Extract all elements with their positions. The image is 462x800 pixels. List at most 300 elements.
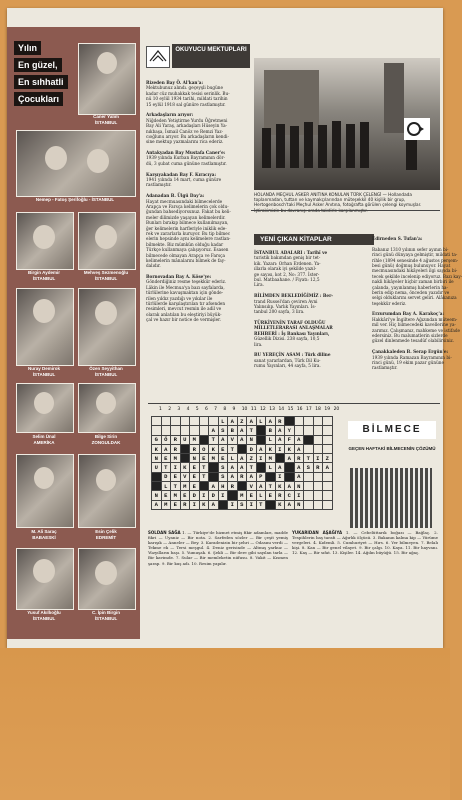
text-line: meler dilimizde yaşayan kelimelerdir. [146, 214, 226, 220]
crossword-cell[interactable]: A [161, 444, 171, 453]
crossword-cell[interactable] [218, 500, 228, 509]
crossword-cell[interactable]: G [152, 435, 162, 444]
crossword-cell[interactable]: A [228, 472, 238, 481]
crossword-cell[interactable]: R [171, 444, 181, 453]
crossword-cell[interactable]: L [266, 463, 276, 472]
text-line: Babanız 1310 yılının sefer ayının bi- [372, 246, 449, 252]
text-line: Lâkin ile Mecmua'ya bazı sayfalarda, [146, 284, 225, 290]
crossword-cell[interactable]: H [218, 482, 228, 491]
text-line: Rizeden Bay Ö. Al'kan'a: [146, 80, 203, 85]
crossword-cell[interactable]: M [171, 491, 181, 500]
crossword-cell[interactable]: A [247, 417, 257, 426]
crossword-cell[interactable] [266, 500, 276, 509]
crossword-cell[interactable]: N [152, 454, 162, 463]
crossword-cell[interactable]: A [152, 500, 162, 509]
crossword-cell[interactable]: T [209, 435, 219, 444]
text-line: dalıdır. [146, 263, 161, 269]
text-line: kik. Yazarı: Orhan Erdenen. Ya- [254, 260, 321, 266]
crossword-row [152, 463, 333, 472]
crossword-cell[interactable] [323, 435, 333, 444]
text-line: bilmekte. Biz mümkün olduğu kadar [146, 241, 224, 247]
crossword-cell[interactable]: U [152, 463, 162, 472]
crossword-cell[interactable] [228, 491, 238, 500]
crossword-cell[interactable]: E [247, 491, 257, 500]
crossword-cell[interactable]: K [285, 444, 295, 453]
crossword-cell[interactable]: A [237, 426, 247, 435]
photo-caption: Nuray Demirok İSTANBUL [27, 366, 60, 377]
crossword-cell[interactable] [304, 426, 314, 435]
crossword-number: 10 [241, 407, 248, 412]
text-line: rek ve zararlarla kuruyor. Bu tip bilmec [146, 230, 231, 236]
text-line: bul. Matbaahane. / Fiyatı: 12,5 [254, 276, 320, 282]
text-line: Antakyadan Bay Mustafa Caner'e: [146, 150, 226, 156]
letters-title: OKUYUCU MEKTUPLARI [172, 44, 250, 68]
across-clues-text: 1. — Türkiye'de hizmet etmiş fikir adamları, madde fikri — Uyaniz — Bir nota. 2. Sarfeden sözler — Bir çeşit yemiş karışık — Anneler — Bey. 3. Karadenizin bir şehri — Odasını verdi — Tekme ek — Tersi meşgul. 4. Deniz gerisinde — Altmış yarkuz — Yüzyılların başı. 5. Yumuşak. 6. Şekli — Bir dere gibi sayılan tarla — Bir kavimde. 7. Sular — Bir memleketin nüfusu. 8. Vakit — Kısmen şarap. 9. Bir kuş adı. 10. Resim yapılır. [148, 530, 288, 566]
crossword-cell[interactable] [152, 472, 162, 481]
crossword-cell[interactable]: A [275, 435, 285, 444]
crossword-cell[interactable]: I [247, 500, 257, 509]
crossword-cell[interactable]: R [294, 454, 304, 463]
crossword-cell[interactable] [304, 417, 314, 426]
crossword-cell[interactable]: I [294, 491, 304, 500]
crossword-cell[interactable] [313, 491, 323, 500]
text-line: sine mektup yazmalarını rica ederiz. [146, 139, 224, 145]
photo-caption: Birgin Aydemir İSTANBUL [28, 270, 60, 281]
letters-header [146, 44, 250, 70]
mail-logo-icon [146, 46, 170, 68]
new-books-column [254, 250, 366, 369]
crossword-cell[interactable] [161, 417, 171, 426]
crossword-cell[interactable]: I [275, 472, 285, 481]
crossword-cell[interactable]: A [285, 454, 295, 463]
crossword-cell[interactable]: R [180, 500, 190, 509]
crossword-cell[interactable]: O [199, 444, 209, 453]
crossword-cell[interactable] [313, 472, 323, 481]
crossword-cell[interactable]: A [237, 463, 247, 472]
crossword-cell[interactable]: Y [285, 426, 295, 435]
crossword-cell[interactable]: E [171, 500, 181, 509]
crossword-row [152, 426, 333, 435]
crossword-cell[interactable] [209, 463, 219, 472]
text-line: Bornovadan Bay A. Köse'ye: [146, 274, 212, 280]
crossword-cell[interactable]: E [218, 454, 228, 463]
crossword-cell[interactable] [323, 417, 333, 426]
text-line: tanbul 200 sayfa, 3 lira. [254, 309, 305, 315]
text-line: Erzurumdan Bay A. Karakoç'a: [372, 311, 445, 317]
headline-line-3: En sıhhatli [14, 75, 68, 89]
crossword-cell[interactable]: A [323, 463, 333, 472]
crossword-cell[interactable] [285, 472, 295, 481]
text-line: Arkadaşların arıyor: [146, 112, 194, 118]
crossword-row [152, 482, 333, 491]
crossword-cell[interactable]: A [285, 482, 295, 491]
divider [251, 210, 440, 211]
text-line: çal ve hazır bir notice de vermişler. [146, 317, 221, 323]
crossword-cell[interactable]: T [247, 426, 257, 435]
text-line: güzel dinlenmede tesadüf olabilirsiniz. [372, 338, 455, 344]
crossword-cell[interactable]: A [275, 426, 285, 435]
text-line: Yalınsılıp. Varlık Yayınları. İs- [254, 303, 316, 309]
text-line: berin edip nema, önceden yazıdır ve [372, 289, 450, 295]
crossword-cell[interactable]: E [199, 454, 209, 463]
text-line: rilen yıldız yazdığı ve yıkılar ile [146, 295, 213, 301]
text-line: kelimelerin mânalarını bilmek de fay- [146, 257, 226, 263]
crossword-cell[interactable] [266, 472, 276, 481]
text-line: cıoğlunu arıyor. Bu arkadaşların kendi- [146, 133, 229, 139]
crossword-cell[interactable]: R [275, 491, 285, 500]
text-line: rastlamıştır. [146, 182, 172, 188]
crossword-cell[interactable] [304, 482, 314, 491]
crossword-cell[interactable]: N [294, 482, 304, 491]
crossword-cell[interactable]: M [266, 454, 276, 463]
crossword-cell[interactable]: A [294, 463, 304, 472]
crossword-cell[interactable] [304, 491, 314, 500]
crossword-cell[interactable]: V [228, 435, 238, 444]
crossword-cell[interactable]: T [171, 482, 181, 491]
crossword-cell[interactable]: P [256, 472, 266, 481]
crossword-row [152, 435, 333, 444]
across-clues-heading: SOLDAN SAĞA [148, 530, 181, 535]
crossword-cell[interactable]: T [228, 444, 238, 453]
photo-caption: C. İpin Birgin İSTANBUL [92, 610, 120, 621]
photo-caption: Yusuf Akıllıoğlu İSTANBUL [27, 610, 61, 621]
crossword-number: 6 [204, 407, 208, 412]
crossword-cell[interactable]: D [247, 444, 257, 453]
crossword-number: 20 [333, 407, 340, 412]
crossword-cell[interactable] [323, 491, 333, 500]
child-photo [16, 548, 74, 610]
crossword-number: 11 [250, 407, 257, 412]
crossword-cell[interactable]: N [152, 491, 162, 500]
crossword-cell[interactable]: L [228, 454, 238, 463]
crossword-cell[interactable] [323, 426, 333, 435]
headline-line-4: Çocukları [14, 92, 63, 106]
crossword-cell[interactable] [313, 426, 323, 435]
text-line: BİLİMDEN BEKLEDİĞİMİZ : Ber- [254, 293, 334, 299]
crossword-cell[interactable] [256, 426, 266, 435]
crossword-cell[interactable]: T [199, 463, 209, 472]
crossword-cell[interactable] [199, 417, 209, 426]
crossword-cell[interactable] [180, 426, 190, 435]
crossword-cell[interactable]: A [294, 444, 304, 453]
text-line: lira. [254, 341, 263, 347]
crossword-cell[interactable]: T [247, 463, 257, 472]
crossword-cell[interactable]: E [190, 472, 200, 481]
text-line: zarımız. Çalışmanız, mahkeme ve istifade [372, 327, 460, 333]
crossword-cell[interactable]: A [237, 454, 247, 463]
crossword-cell[interactable] [152, 417, 162, 426]
crossword-cell[interactable] [275, 454, 285, 463]
crossword-cell[interactable]: I [190, 500, 200, 509]
text-line: 1939 yılında Ramazan Bayramının bi- [372, 354, 452, 360]
text-line: TÜRKİYENİN TARAF OLDUĞU [254, 320, 326, 326]
child-photo [16, 130, 136, 197]
crossword-cell[interactable]: I [275, 444, 285, 453]
text-line: trand Russel'dan çeviren Avni [254, 298, 318, 304]
child-photo [16, 383, 74, 433]
crossword-cell[interactable]: A [209, 482, 219, 491]
crossword-cell[interactable]: I [199, 491, 209, 500]
crossword-cell[interactable]: M [237, 491, 247, 500]
crossword-column-numbers [159, 407, 343, 412]
crossword-cell[interactable] [190, 426, 200, 435]
text-line: elerin hepsinde aynı kelimelere rastlan- [146, 236, 231, 242]
crossword-cell[interactable] [152, 426, 162, 435]
crossword-cell[interactable] [285, 417, 295, 426]
crossword-cell[interactable]: R [190, 444, 200, 453]
crossword-cell[interactable]: L [266, 435, 276, 444]
crossword-cell[interactable]: L [218, 417, 228, 426]
photo-caption: Esin Çelik EDREMİT [95, 529, 117, 540]
crossword-cell[interactable]: L [256, 491, 266, 500]
crossword-number: 4 [186, 407, 190, 412]
crossword-cell[interactable]: Ö [161, 435, 171, 444]
puzzle-title: BİLMECE [348, 421, 436, 439]
crossword-cell[interactable]: R [228, 482, 238, 491]
text-line: olarak anlatılan bu eleştiriyi büyük- [146, 311, 222, 317]
crossword-cell[interactable]: T [304, 454, 314, 463]
divider [148, 403, 440, 404]
crossword-cell[interactable] [171, 417, 181, 426]
photo-caption: Caner Yalım İSTANBUL [93, 114, 119, 125]
crossword-cell[interactable]: A [218, 435, 228, 444]
crossword-number: 3 [177, 407, 181, 412]
crossword-cell[interactable] [323, 444, 333, 453]
crossword-cell[interactable]: A [294, 435, 304, 444]
crossword-cell[interactable]: U [180, 435, 190, 444]
crossword-cell[interactable]: A [294, 472, 304, 481]
crossword-cell[interactable] [199, 435, 209, 444]
crossword-cell[interactable] [190, 417, 200, 426]
text-line: Hakkâri'ye İngiltere Ağızından müteem- [372, 316, 458, 322]
crossword-row [152, 500, 333, 509]
crossword-number: 8 [223, 407, 227, 412]
crossword-cell[interactable] [237, 444, 247, 453]
crossword-cell[interactable]: K [199, 500, 209, 509]
crossword-cell[interactable] [323, 472, 333, 481]
crossword-cell[interactable]: A [266, 417, 276, 426]
crossword-cell[interactable] [294, 426, 304, 435]
text-line: ge sayısı, kot 2, No: 377. İster- [254, 271, 320, 277]
crossword-cell[interactable] [199, 482, 209, 491]
crossword-cell[interactable]: A [228, 417, 238, 426]
crossword-cell[interactable]: T [266, 482, 276, 491]
crossword-cell[interactable]: A [275, 463, 285, 472]
crossword-cell[interactable]: N [294, 500, 304, 509]
text-line: BU YEREÇİN ASAM : Türk diline [254, 352, 331, 358]
crossword-cell[interactable] [180, 454, 190, 463]
letters-column [146, 80, 247, 323]
text-line: rihle (1894 senesinde 4 ağustos perşem- [372, 257, 459, 263]
text-line: çalanda, yayınlanmış haberlerin ha- [372, 284, 448, 290]
crossword-cell[interactable]: Z [247, 454, 257, 463]
crossword-cell[interactable]: S [218, 472, 228, 481]
crossword-number: 2 [168, 407, 172, 412]
crossword-cell[interactable]: D [161, 472, 171, 481]
crossword-cell[interactable]: I [218, 491, 228, 500]
crossword-number: 5 [195, 407, 199, 412]
text-line: rinci günü, 19 ekim pazar gününe [372, 359, 444, 365]
crossword-cell[interactable]: M [209, 454, 219, 463]
text-line: bilmecede olmayan Arapça ve Farsça [146, 252, 226, 258]
crossword-cell[interactable]: E [161, 454, 171, 463]
crossword-cell[interactable]: L [161, 482, 171, 491]
text-line: rumu Yayınları, 44 sayfa, 5 lira. [254, 363, 321, 369]
crossword-cell[interactable]: V [247, 482, 257, 491]
crossword-cell[interactable]: S [304, 463, 314, 472]
crossword-cell[interactable]: T [256, 500, 266, 509]
headline-line-2: En güzel, [14, 58, 62, 72]
crossword-cell[interactable]: M [171, 454, 181, 463]
crossword-cell[interactable]: A [247, 472, 257, 481]
text-line: türlülerine kavuşmaktan için gönde- [146, 290, 224, 296]
text-line: Arapça ve Farsça kelimelerin çok oldu- [146, 203, 229, 209]
crossword-cell[interactable]: A [228, 463, 238, 472]
crossword-cell[interactable]: A [256, 482, 266, 491]
crossword-cell[interactable]: M [190, 435, 200, 444]
crossword-cell[interactable]: K [266, 444, 276, 453]
crossword-cell[interactable]: I [313, 454, 323, 463]
crossword-cell[interactable]: B [228, 426, 238, 435]
crossword-cell[interactable]: E [190, 463, 200, 472]
crossword-cell[interactable] [304, 444, 314, 453]
crossword-cell[interactable]: B [266, 426, 276, 435]
crossword-cell[interactable]: M [180, 482, 190, 491]
crossword-cell[interactable]: E [190, 482, 200, 491]
crossword-cell[interactable]: S [237, 500, 247, 509]
crossword-cell[interactable] [209, 472, 219, 481]
photo-caption: Mehveş Sezmenoğlu İSTANBUL [83, 270, 129, 281]
crossword-cell[interactable] [304, 472, 314, 481]
crossword-cell[interactable]: K [152, 444, 162, 453]
crossword-cell[interactable]: A [209, 426, 219, 435]
crossword-number: 15 [287, 407, 294, 412]
news-photo-caption: HOLANDA MEÇHUL ASKER ANITINA KONULAN TÜRK ÇELENGİ — Hollandada toplanmadan, tuttarı ve kaymakçılarından müteşekkil 40 kişilik bir grup, Hertogenbosch'taki Meçhul Asker Anıtına, fotoğrafta görülen çelengi koymuşlar. [254, 192, 422, 208]
crossword-cell[interactable] [313, 417, 323, 426]
crossword-row [152, 472, 333, 481]
crossword-cell[interactable]: I [171, 463, 181, 472]
crossword-row [152, 454, 333, 463]
crossword-cell[interactable]: C [285, 491, 295, 500]
crossword-cell[interactable]: A [237, 435, 247, 444]
crossword-cell[interactable] [313, 444, 323, 453]
crossword-cell[interactable]: E [180, 491, 190, 500]
crossword-cell[interactable]: I [256, 454, 266, 463]
crossword-cell[interactable] [294, 417, 304, 426]
crossword-cell[interactable] [237, 482, 247, 491]
crossword-cell[interactable]: T [199, 472, 209, 481]
answers-column [372, 236, 462, 371]
crossword-cell[interactable] [171, 426, 181, 435]
crossword-cell[interactable]: N [190, 454, 200, 463]
crossword-cell[interactable]: Z [237, 417, 247, 426]
crossword-number: 1 [159, 407, 162, 412]
crossword-cell[interactable]: K [180, 463, 190, 472]
text-line: rinci günü dünyaya gelmiştir, mildati ta- [372, 252, 458, 258]
crossword-cell[interactable]: M [161, 500, 171, 509]
text-line: turistik bakımdan geniş bir tet- [254, 255, 321, 261]
crossword-cell[interactable]: R [171, 435, 181, 444]
text-line: Bay Ali Yaraş, arkadaşları Hüseyin Ya- [146, 123, 227, 129]
child-photo [16, 454, 74, 528]
crossword-cell[interactable] [323, 482, 333, 491]
crossword-cell[interactable] [285, 463, 295, 472]
child-photo [16, 212, 74, 270]
crossword-cell[interactable]: R [237, 472, 247, 481]
crossword-cell[interactable]: K [275, 500, 285, 509]
child-photo [78, 288, 136, 366]
crossword-cell[interactable]: D [209, 491, 219, 500]
crossword-cell[interactable] [152, 482, 162, 491]
crossword-cell[interactable]: E [161, 491, 171, 500]
crossword-cell[interactable]: L [256, 417, 266, 426]
crossword-cell[interactable] [199, 426, 209, 435]
crossword-grid [151, 416, 335, 528]
text-line: Mektubunuz alındı. geçeyşli bugüne [146, 85, 223, 91]
text-line: 1939 yılında Kurban Bayramının dör- [146, 155, 225, 161]
crossword-cell[interactable]: A [256, 444, 266, 453]
photo-caption: Selim Ünal AMERİKA [32, 434, 56, 445]
text-line: selgi olduklarını servet geliri. Alâkanıza [372, 295, 457, 301]
crossword-cell[interactable] [180, 417, 190, 426]
child-photo [78, 212, 136, 270]
child-photo [78, 548, 136, 610]
crossword-cell[interactable]: Z [323, 454, 333, 463]
crossword-cell[interactable] [256, 435, 266, 444]
crossword-cell[interactable] [323, 500, 333, 509]
crossword-cell[interactable]: E [218, 444, 228, 453]
crossword-cell[interactable]: R [275, 417, 285, 426]
photo-caption: Bilge Sirin ZONGULDAK [91, 434, 121, 445]
child-photo [16, 288, 74, 366]
crossword-cell[interactable] [256, 463, 266, 472]
crossword-cell[interactable]: R [313, 463, 323, 472]
crossword-cell[interactable]: K [275, 482, 285, 491]
crossword-cell[interactable] [304, 435, 314, 444]
crossword-cell[interactable]: A [209, 500, 219, 509]
crossword-cell[interactable]: S [218, 426, 228, 435]
puzzle-subtitle: GEÇEN HAFTAKİ BİLMECENİN ÇÖZÜMÜ [348, 446, 436, 451]
crossword-cell[interactable]: S [218, 463, 228, 472]
text-line: Çanakkaleden B. Serap Ergün'e: [372, 349, 449, 355]
text-line: kadar cüz muhakkak tesisi serinlik. Bu- [146, 90, 230, 96]
crossword-cell[interactable] [161, 426, 171, 435]
text-line: Güzellik Dizisi. 238 sayfa, 10,5 [254, 336, 320, 342]
crossword-cell[interactable]: N [247, 435, 257, 444]
crossword-cell[interactable] [304, 500, 314, 509]
crossword-cell[interactable]: V [180, 472, 190, 481]
crossword-cell[interactable] [180, 444, 190, 453]
crossword-cell[interactable]: D [190, 491, 200, 500]
child-photo [78, 43, 136, 115]
text-line: rastlamıştır. [372, 365, 398, 371]
crossword-number: 14 [278, 407, 285, 412]
crossword-cell[interactable]: I [228, 500, 238, 509]
text-line: 1941 yılında 14 mart, cuma günüre [146, 177, 222, 183]
text-line: mil ver. Hiç bilmecedeki kavellerine ya- [372, 322, 456, 328]
crossword-cell[interactable] [209, 417, 219, 426]
crossword-cell[interactable] [313, 500, 323, 509]
crossword-cell[interactable]: K [209, 444, 219, 453]
crossword-cell[interactable]: F [285, 435, 295, 444]
crossword-cell[interactable]: A [285, 500, 295, 509]
crossword-cell[interactable]: T [161, 463, 171, 472]
crossword-cell[interactable]: E [171, 472, 181, 481]
crossword-cell[interactable] [313, 435, 323, 444]
text-line: MİLLETLERARASI ANLAŞMALAR [254, 325, 333, 331]
crossword-cell[interactable]: E [266, 491, 276, 500]
crossword-cell[interactable] [313, 482, 323, 491]
